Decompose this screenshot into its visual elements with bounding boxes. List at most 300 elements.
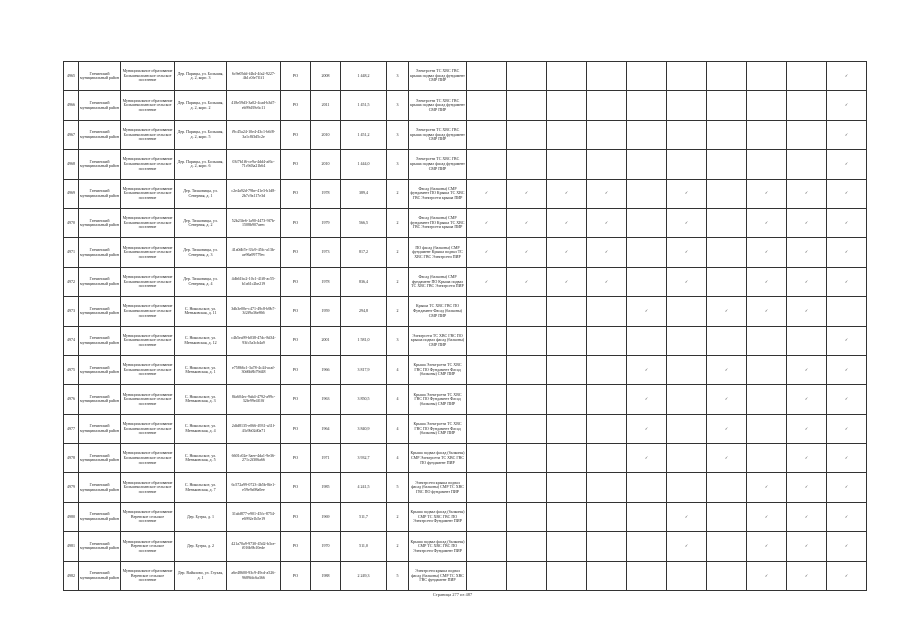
cell-check-5 bbox=[627, 150, 667, 179]
cell-check-8 bbox=[747, 355, 787, 384]
check-mark-icon: ✓ bbox=[844, 278, 849, 284]
cell-area: 3 932,7 bbox=[341, 444, 387, 473]
cell-form: РО bbox=[281, 91, 311, 120]
check-mark-icon: ✓ bbox=[844, 190, 849, 196]
cell-check-1 bbox=[467, 532, 507, 561]
check-mark-icon: ✓ bbox=[724, 308, 729, 314]
cell-district: Гатчинский муниципальный район bbox=[79, 179, 121, 208]
cell-district: Гатчинский муниципальный район bbox=[79, 355, 121, 384]
cell-check-4 bbox=[587, 561, 627, 590]
cell-address: С. Никольское, ул. Меньковская, д. 5 bbox=[175, 444, 227, 473]
cell-n: 4979 bbox=[64, 473, 79, 502]
check-mark-icon: ✓ bbox=[764, 572, 769, 578]
cell-check-3 bbox=[547, 238, 587, 267]
cell-check-10 bbox=[827, 150, 867, 179]
cell-check-3 bbox=[547, 150, 587, 179]
cell-check-5 bbox=[627, 267, 667, 296]
check-mark-icon: ✓ bbox=[844, 543, 849, 549]
cell-year: 1959 bbox=[311, 297, 341, 326]
cell-check-2 bbox=[507, 62, 547, 91]
cell-form: РО bbox=[281, 297, 311, 326]
cell-owner: Муниципальное образование Большеколпанское сельское поселение bbox=[121, 150, 175, 179]
cell-check-6 bbox=[667, 62, 707, 91]
cell-year: 1971 bbox=[311, 444, 341, 473]
cell-check-7 bbox=[707, 238, 747, 267]
cell-guid: c2e4a92d-79be-41e3-b1d8-2b7c9a117e3d bbox=[227, 179, 281, 208]
cell-check-9 bbox=[787, 532, 827, 561]
check-mark-icon: ✓ bbox=[524, 219, 529, 225]
cell-form: РО bbox=[281, 179, 311, 208]
cell-owner: Муниципальное образование Большеколпанское сельское поселение bbox=[121, 91, 175, 120]
cell-check-9 bbox=[787, 91, 827, 120]
check-mark-icon: ✓ bbox=[804, 190, 809, 196]
cell-check-3 bbox=[547, 120, 587, 149]
cell-check-3 bbox=[547, 355, 587, 384]
cell-check-4 bbox=[587, 62, 627, 91]
cell-check-6 bbox=[667, 297, 707, 326]
cell-check-9 bbox=[787, 414, 827, 443]
check-mark-icon: ✓ bbox=[644, 366, 649, 372]
cell-district: Гатчинский муниципальный район bbox=[79, 532, 121, 561]
cell-floors: 2 bbox=[387, 267, 409, 296]
cell-year: 1988 bbox=[311, 561, 341, 590]
cell-district: Гатчинский муниципальный район bbox=[79, 150, 121, 179]
cell-n: 4977 bbox=[64, 414, 79, 443]
cell-guid: a6e48600-93c9-49cd-a526-9689fdc6a366 bbox=[227, 561, 281, 590]
cell-floors: 2 bbox=[387, 179, 409, 208]
cell-works: Электрсети ТС ХВС ГВС крыша подвал фасад фундамент СМР ПИР bbox=[409, 62, 467, 91]
cell-check-10 bbox=[827, 91, 867, 120]
cell-guid: f9c45a24-10e4-43c1-b6f8-3a1c8f3d5c2e bbox=[227, 120, 281, 149]
cell-check-1 bbox=[467, 444, 507, 473]
cell-floors: 4 bbox=[387, 444, 409, 473]
cell-check-3 bbox=[547, 91, 587, 120]
cell-area: 1 448,2 bbox=[341, 62, 387, 91]
cell-guid: 418e59d3-3a02-4cad-b3d7-eb99d39c6c11 bbox=[227, 91, 281, 120]
cell-check-9 bbox=[787, 502, 827, 531]
cell-check-4 bbox=[587, 150, 627, 179]
cell-form: РО bbox=[281, 473, 311, 502]
check-mark-icon: ✓ bbox=[844, 572, 849, 578]
check-mark-icon: ✓ bbox=[644, 396, 649, 402]
cell-floors: 4 bbox=[387, 385, 409, 414]
cell-form: РО bbox=[281, 120, 311, 149]
check-mark-icon: ✓ bbox=[764, 308, 769, 314]
cell-check-2 bbox=[507, 120, 547, 149]
cell-check-8 bbox=[747, 150, 787, 179]
cell-address: Дер. Бугры, д. 1 bbox=[175, 502, 227, 531]
cell-check-1 bbox=[467, 208, 507, 237]
cell-year: 1978 bbox=[311, 179, 341, 208]
cell-check-3 bbox=[547, 326, 587, 355]
cell-check-4 bbox=[587, 444, 627, 473]
check-mark-icon: ✓ bbox=[764, 543, 769, 549]
cell-check-7 bbox=[707, 473, 747, 502]
cell-check-8 bbox=[747, 62, 787, 91]
cell-check-10 bbox=[827, 238, 867, 267]
check-mark-icon: ✓ bbox=[644, 454, 649, 460]
cell-floors: 3 bbox=[387, 326, 409, 355]
cell-form: РО bbox=[281, 326, 311, 355]
table-row bbox=[64, 355, 867, 384]
cell-check-1 bbox=[467, 297, 507, 326]
check-mark-icon: ✓ bbox=[844, 72, 849, 78]
cell-year: 1966 bbox=[311, 355, 341, 384]
cell-year: 2001 bbox=[311, 326, 341, 355]
cell-district: Гатчинский муниципальный район bbox=[79, 267, 121, 296]
cell-form: РО bbox=[281, 355, 311, 384]
cell-works: Электрсети крыша подвал фасад (балконы) СМР ТС ХВС ГВС ПО фундамент ПИР bbox=[409, 473, 467, 502]
cell-address: Дер. Тихковицы, ул. Северная, д. 4 bbox=[175, 267, 227, 296]
check-mark-icon: ✓ bbox=[804, 425, 809, 431]
cell-guid: 31abf877-e901-45fc-8754-e6992e1b5e19 bbox=[227, 502, 281, 531]
cell-works: Крыша подвал фасад (балконы) СМР Электрсети ТС ХВС ГВС ПО фундамент ПИР bbox=[409, 444, 467, 473]
cell-check-1 bbox=[467, 473, 507, 502]
cell-guid: 6c572a99-0723-4b5b-8fe1-e59e9a98a0ee bbox=[227, 473, 281, 502]
cell-district: Гатчинский муниципальный район bbox=[79, 326, 121, 355]
cell-check-5 bbox=[627, 502, 667, 531]
cell-guid: 8fa604ec-9ab4-4792-a99c-32fe99e4f10f bbox=[227, 385, 281, 414]
cell-district: Гатчинский муниципальный район bbox=[79, 473, 121, 502]
cell-check-1 bbox=[467, 267, 507, 296]
cell-check-10 bbox=[827, 267, 867, 296]
check-mark-icon: ✓ bbox=[844, 484, 849, 490]
cell-n: 4973 bbox=[64, 297, 79, 326]
cell-check-9 bbox=[787, 326, 827, 355]
cell-district: Гатчинский муниципальный район bbox=[79, 91, 121, 120]
cell-area: 2 249,3 bbox=[341, 561, 387, 590]
cell-district: Гатчинский муниципальный район bbox=[79, 561, 121, 590]
check-mark-icon: ✓ bbox=[484, 190, 489, 196]
check-mark-icon: ✓ bbox=[844, 396, 849, 402]
cell-n: 4972 bbox=[64, 267, 79, 296]
cell-address: Дер. Парицы, ул. Большая, д. 2, корп. 5 bbox=[175, 120, 227, 149]
cell-floors: 3 bbox=[387, 62, 409, 91]
cell-check-7 bbox=[707, 385, 747, 414]
cell-address: Дер. Бугры, д. 2 bbox=[175, 532, 227, 561]
cell-check-6 bbox=[667, 444, 707, 473]
cell-check-6 bbox=[667, 91, 707, 120]
cell-form: РО bbox=[281, 385, 311, 414]
cell-n: 4967 bbox=[64, 120, 79, 149]
cell-area: 817,2 bbox=[341, 238, 387, 267]
cell-area: 3 850,5 bbox=[341, 385, 387, 414]
cell-area: 566,5 bbox=[341, 208, 387, 237]
cell-area: 3 840,9 bbox=[341, 414, 387, 443]
cell-year: 2008 bbox=[311, 62, 341, 91]
cell-check-5 bbox=[627, 208, 667, 237]
cell-address: Дер. Парицы, ул. Большая, д. 2, корп. 2 bbox=[175, 91, 227, 120]
check-mark-icon: ✓ bbox=[604, 249, 609, 255]
check-mark-icon: ✓ bbox=[804, 396, 809, 402]
check-mark-icon: ✓ bbox=[804, 572, 809, 578]
cell-works: Фасад (балконы) СМР фундамент ПО Крыша ТС ХВС ГВС Электрсети крыша ПИР bbox=[409, 179, 467, 208]
cell-check-3 bbox=[547, 444, 587, 473]
cell-check-1 bbox=[467, 561, 507, 590]
cell-check-5 bbox=[627, 473, 667, 502]
cell-works: Электрсети ТС ХВС ГВС крыша подвал фасад фундамент СМР ПИР bbox=[409, 120, 467, 149]
check-mark-icon: ✓ bbox=[804, 513, 809, 519]
cell-floors: 5 bbox=[387, 473, 409, 502]
cell-check-1 bbox=[467, 502, 507, 531]
cell-check-7 bbox=[707, 150, 747, 179]
table-row bbox=[64, 267, 867, 296]
cell-check-4 bbox=[587, 120, 627, 149]
cell-check-7 bbox=[707, 355, 747, 384]
cell-check-7 bbox=[707, 62, 747, 91]
cell-floors: 2 bbox=[387, 238, 409, 267]
cell-check-8 bbox=[747, 208, 787, 237]
cell-check-7 bbox=[707, 179, 747, 208]
cell-address: Дер. Тихковицы, ул. Северная, д. 3 bbox=[175, 238, 227, 267]
cell-check-1 bbox=[467, 150, 507, 179]
cell-floors: 2 bbox=[387, 502, 409, 531]
cell-check-5 bbox=[627, 297, 667, 326]
cell-check-3 bbox=[547, 532, 587, 561]
check-mark-icon: ✓ bbox=[764, 190, 769, 196]
cell-check-3 bbox=[547, 502, 587, 531]
check-mark-icon: ✓ bbox=[844, 131, 849, 137]
table-row bbox=[64, 62, 867, 91]
check-mark-icon: ✓ bbox=[844, 454, 849, 460]
cell-n: 4965 bbox=[64, 62, 79, 91]
check-mark-icon: ✓ bbox=[844, 161, 849, 167]
cell-check-3 bbox=[547, 473, 587, 502]
cell-n: 4975 bbox=[64, 355, 79, 384]
cell-form: РО bbox=[281, 444, 311, 473]
cell-area: 3 817,9 bbox=[341, 355, 387, 384]
check-mark-icon: ✓ bbox=[844, 337, 849, 343]
check-mark-icon: ✓ bbox=[804, 366, 809, 372]
cell-check-2 bbox=[507, 385, 547, 414]
cell-check-10 bbox=[827, 297, 867, 326]
cell-area: 1 451,2 bbox=[341, 120, 387, 149]
cell-check-5 bbox=[627, 326, 667, 355]
table-row bbox=[64, 120, 867, 149]
cell-check-2 bbox=[507, 444, 547, 473]
check-mark-icon: ✓ bbox=[844, 249, 849, 255]
check-mark-icon: ✓ bbox=[804, 484, 809, 490]
cell-form: РО bbox=[281, 62, 311, 91]
cell-check-6 bbox=[667, 532, 707, 561]
cell-check-6 bbox=[667, 385, 707, 414]
cell-check-9 bbox=[787, 444, 827, 473]
cell-guid: 3db3e00e-c471-49c8-b9b7-3f2f9a36e866 bbox=[227, 297, 281, 326]
cell-year: 2011 bbox=[311, 91, 341, 120]
cell-check-7 bbox=[707, 532, 747, 561]
cell-works: Электрсети ТС ХВС ГВС крыша подвал фасад фундамент СМР ПИР bbox=[409, 91, 467, 120]
check-mark-icon: ✓ bbox=[484, 219, 489, 225]
check-mark-icon: ✓ bbox=[604, 219, 609, 225]
cell-year: 1978 bbox=[311, 267, 341, 296]
cell-check-3 bbox=[547, 179, 587, 208]
cell-district: Гатчинский муниципальный район bbox=[79, 414, 121, 443]
cell-check-6 bbox=[667, 150, 707, 179]
cell-check-3 bbox=[547, 414, 587, 443]
cell-owner: Муниципальное образование Большеколпанское сельское поселение bbox=[121, 444, 175, 473]
cell-area: 389,4 bbox=[341, 179, 387, 208]
cell-check-2 bbox=[507, 561, 547, 590]
cell-check-6 bbox=[667, 238, 707, 267]
check-mark-icon: ✓ bbox=[764, 484, 769, 490]
cell-area: 511,7 bbox=[341, 502, 387, 531]
cell-check-1 bbox=[467, 326, 507, 355]
cell-year: 1985 bbox=[311, 473, 341, 502]
check-mark-icon: ✓ bbox=[724, 454, 729, 460]
cell-check-8 bbox=[747, 326, 787, 355]
check-mark-icon: ✓ bbox=[564, 249, 569, 255]
check-mark-icon: ✓ bbox=[804, 454, 809, 460]
cell-check-4 bbox=[587, 267, 627, 296]
cell-check-2 bbox=[507, 414, 547, 443]
cell-area: 4 241,5 bbox=[341, 473, 387, 502]
cell-check-4 bbox=[587, 238, 627, 267]
cell-district: Гатчинский муниципальный район bbox=[79, 238, 121, 267]
table-row bbox=[64, 150, 867, 179]
cell-check-5 bbox=[627, 238, 667, 267]
cell-floors: 5 bbox=[387, 561, 409, 590]
cell-guid: 6c9e05dd-f4b4-4fa2-9227-4b1c0fe7f1f1 bbox=[227, 62, 281, 91]
cell-check-8 bbox=[747, 297, 787, 326]
cell-works: ПО фасад (балконы) СМР фундамент Крыша подвал ТС ХВС ГВС Электрсети ПИР bbox=[409, 238, 467, 267]
cell-check-3 bbox=[547, 208, 587, 237]
cell-check-1 bbox=[467, 62, 507, 91]
cell-check-10 bbox=[827, 355, 867, 384]
cell-guid: 41a0db7e-33c9-45fc-a13b-ae96a99779ec bbox=[227, 238, 281, 267]
cell-check-10 bbox=[827, 414, 867, 443]
cell-year: 1963 bbox=[311, 385, 341, 414]
cell-n: 4981 bbox=[64, 532, 79, 561]
check-mark-icon: ✓ bbox=[764, 219, 769, 225]
cell-form: РО bbox=[281, 238, 311, 267]
cell-n: 4976 bbox=[64, 385, 79, 414]
cell-check-10 bbox=[827, 473, 867, 502]
cell-year: 2010 bbox=[311, 150, 341, 179]
cell-works: Электрсети крыша подвал фасад (балконы) СМР ТС ХВС ГВС фундамент ПИР bbox=[409, 561, 467, 590]
cell-works: Крыша Электрсети ТС ХВС ГВС ПО Фундамент Фасад (балконы) СМР ПИР bbox=[409, 385, 467, 414]
page-footer: Страница 277 из 487 bbox=[432, 592, 473, 597]
table-row bbox=[64, 297, 867, 326]
table-row bbox=[64, 561, 867, 590]
cell-guid: 4db61bc2-10c1-41f0-ac55-b1a61c2be219 bbox=[227, 267, 281, 296]
cell-check-7 bbox=[707, 208, 747, 237]
check-mark-icon: ✓ bbox=[564, 219, 569, 225]
check-mark-icon: ✓ bbox=[644, 308, 649, 314]
cell-works: Электрсети ТС ХВС ГВС ПО крыша подвал фасад (балконы) СМР ПИР bbox=[409, 326, 467, 355]
check-mark-icon: ✓ bbox=[684, 543, 689, 549]
cell-check-8 bbox=[747, 444, 787, 473]
cell-check-5 bbox=[627, 385, 667, 414]
cell-district: Гатчинский муниципальный район bbox=[79, 120, 121, 149]
cell-floors: 3 bbox=[387, 150, 409, 179]
cell-check-3 bbox=[547, 385, 587, 414]
cell-check-1 bbox=[467, 179, 507, 208]
table-row bbox=[64, 179, 867, 208]
cell-form: РО bbox=[281, 208, 311, 237]
cell-check-10 bbox=[827, 502, 867, 531]
cell-check-7 bbox=[707, 120, 747, 149]
cell-n: 4969 bbox=[64, 179, 79, 208]
cell-check-4 bbox=[587, 91, 627, 120]
cell-area: 1 451,5 bbox=[341, 91, 387, 120]
check-mark-icon: ✓ bbox=[524, 249, 529, 255]
cell-check-6 bbox=[667, 414, 707, 443]
cell-form: РО bbox=[281, 267, 311, 296]
cell-owner: Муниципальное образование Веревское сельское поселение bbox=[121, 502, 175, 531]
cell-check-8 bbox=[747, 385, 787, 414]
check-mark-icon: ✓ bbox=[844, 102, 849, 108]
check-mark-icon: ✓ bbox=[764, 278, 769, 284]
cell-check-7 bbox=[707, 267, 747, 296]
cell-check-7 bbox=[707, 414, 747, 443]
cell-guid: e75866c1-3a78-4c44-acaf-30d6b8b79d48 bbox=[227, 355, 281, 384]
check-mark-icon: ✓ bbox=[844, 513, 849, 519]
cell-guid: c4b5ea99-b038-47dc-8d34-93fc5a3cb4a9 bbox=[227, 326, 281, 355]
cell-works: Крыша ТС ХВС ГВС ПО Фундамент Фасад (балконы) СМР ПИР bbox=[409, 297, 467, 326]
check-mark-icon: ✓ bbox=[804, 249, 809, 255]
cell-area: 511,0 bbox=[341, 532, 387, 561]
cell-check-2 bbox=[507, 532, 547, 561]
cell-area: 1 444,0 bbox=[341, 150, 387, 179]
cell-check-8 bbox=[747, 532, 787, 561]
cell-owner: Муниципальное образование Большеколпанское сельское поселение bbox=[121, 238, 175, 267]
check-mark-icon: ✓ bbox=[684, 249, 689, 255]
check-mark-icon: ✓ bbox=[684, 278, 689, 284]
cell-owner: Муниципальное образование Большеколпанское сельское поселение bbox=[121, 120, 175, 149]
cell-check-6 bbox=[667, 120, 707, 149]
cell-address: Дер. Вайялово, ул. Глухая, д. 1 bbox=[175, 561, 227, 590]
cell-n: 4978 bbox=[64, 444, 79, 473]
cell-check-2 bbox=[507, 355, 547, 384]
check-mark-icon: ✓ bbox=[764, 513, 769, 519]
cell-check-5 bbox=[627, 179, 667, 208]
cell-check-6 bbox=[667, 179, 707, 208]
check-mark-icon: ✓ bbox=[684, 219, 689, 225]
cell-works: Крыша Электрсети ТС ХВС ГВС ПО Фундамент Фасад (балконы) СМР ПИР bbox=[409, 355, 467, 384]
cell-floors: 3 bbox=[387, 120, 409, 149]
cell-floors: 4 bbox=[387, 414, 409, 443]
check-mark-icon: ✓ bbox=[644, 425, 649, 431]
table-row bbox=[64, 238, 867, 267]
check-mark-icon: ✓ bbox=[804, 219, 809, 225]
cell-check-10 bbox=[827, 561, 867, 590]
cell-owner: Муниципальное образование Большеколпанское сельское поселение bbox=[121, 385, 175, 414]
cell-owner: Муниципальное образование Веревское сельское поселение bbox=[121, 532, 175, 561]
cell-check-6 bbox=[667, 561, 707, 590]
cell-guid: 03f7b1f6-ce9a-4dd4-af6c-71c9d3a21b64 bbox=[227, 150, 281, 179]
cell-form: РО bbox=[281, 532, 311, 561]
cell-check-6 bbox=[667, 502, 707, 531]
cell-address: Дер. Парицы, ул. Большая, д. 2, корп. 3 bbox=[175, 62, 227, 91]
cell-area: 836,4 bbox=[341, 267, 387, 296]
cell-floors: 3 bbox=[387, 91, 409, 120]
table-row bbox=[64, 208, 867, 237]
table-row bbox=[64, 385, 867, 414]
cell-check-1 bbox=[467, 91, 507, 120]
cell-works: Электрсети ТС ХВС ГВС крыша подвал фасад фундамент СМР ПИР bbox=[409, 150, 467, 179]
cell-check-2 bbox=[507, 179, 547, 208]
cell-check-1 bbox=[467, 385, 507, 414]
cell-check-3 bbox=[547, 267, 587, 296]
cell-check-5 bbox=[627, 532, 667, 561]
cell-check-10 bbox=[827, 326, 867, 355]
cell-check-9 bbox=[787, 208, 827, 237]
cell-check-6 bbox=[667, 326, 707, 355]
cell-check-3 bbox=[547, 561, 587, 590]
cell-check-8 bbox=[747, 238, 787, 267]
cell-owner: Муниципальное образование Большеколпанское сельское поселение bbox=[121, 473, 175, 502]
cell-check-4 bbox=[587, 385, 627, 414]
